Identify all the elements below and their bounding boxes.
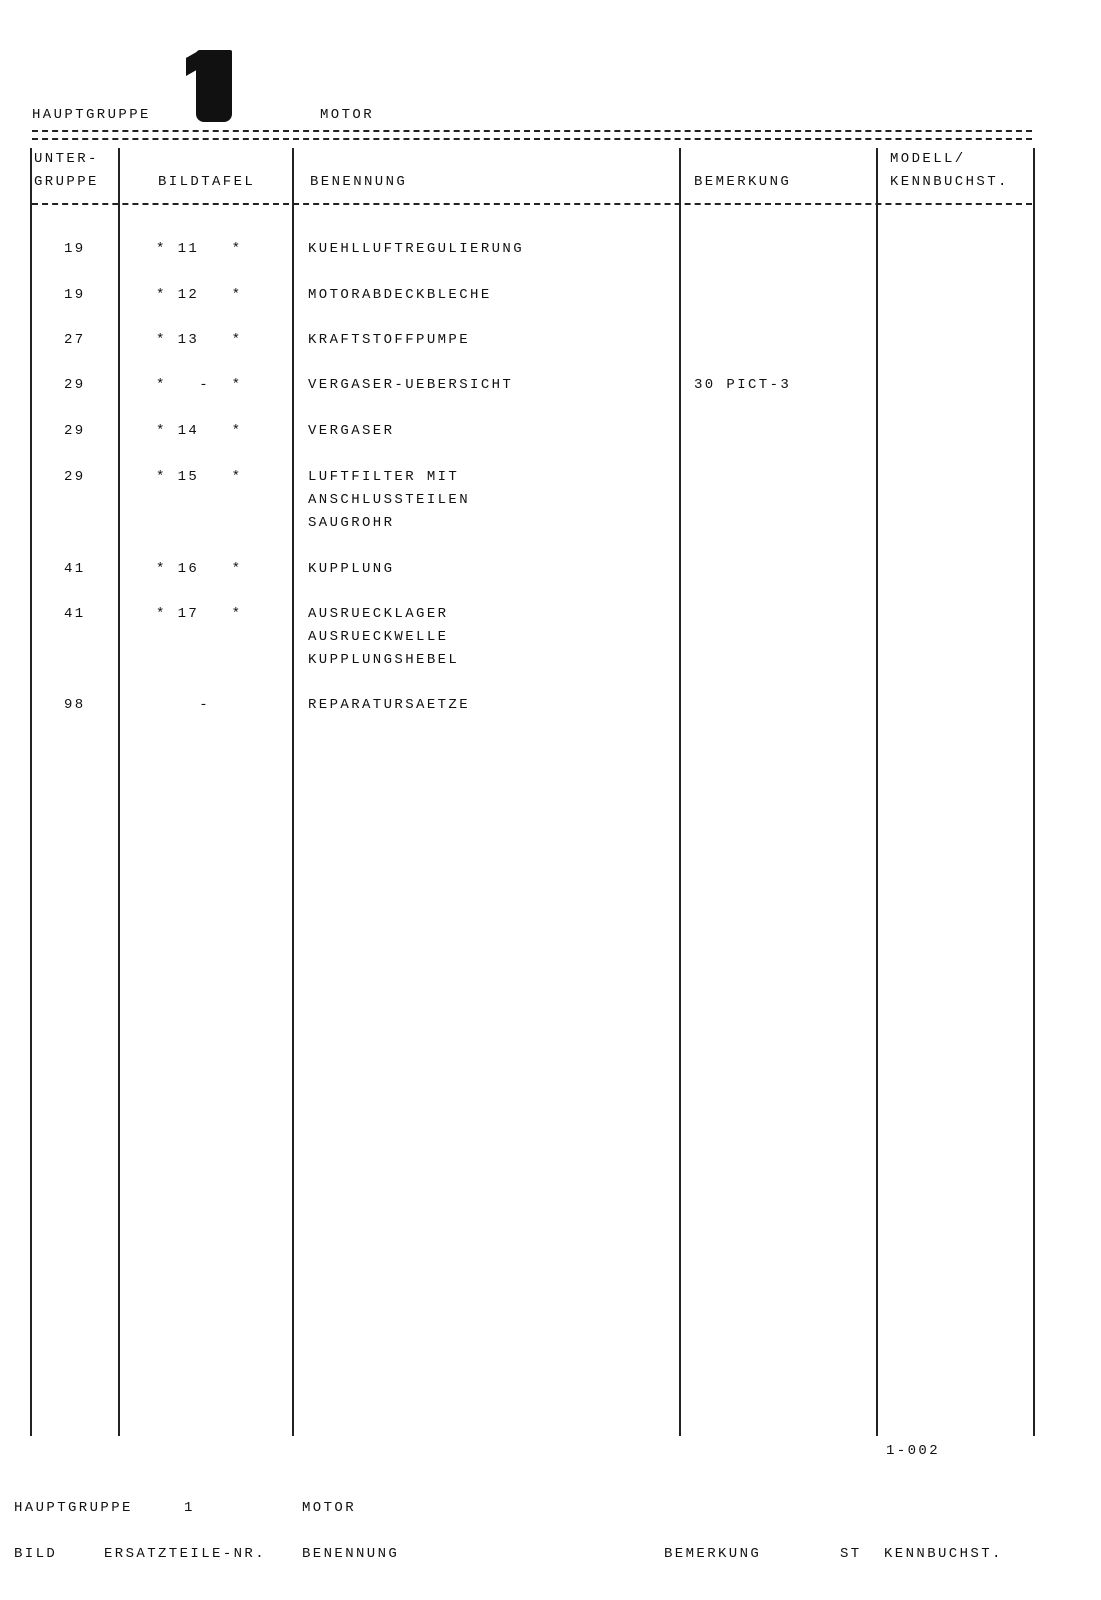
row-benennung: LUFTFILTER MIT	[308, 469, 460, 485]
row-untergruppe: 41	[64, 561, 86, 577]
col-untergruppe-2: GRUPPE	[34, 174, 99, 190]
row-untergruppe: 29	[64, 423, 86, 439]
header-label: HAUPTGRUPPE	[32, 107, 151, 123]
row-untergruppe: 29	[64, 469, 86, 485]
footer-title: MOTOR	[302, 1500, 357, 1516]
row-benennung: KUEHLLUFTREGULIERUNG	[308, 241, 525, 257]
row-bildtafel: * 16 *	[156, 561, 243, 577]
col-modell-1: MODELL/	[890, 151, 966, 167]
double-rule	[32, 130, 1032, 140]
column-divider	[30, 148, 32, 1436]
column-divider	[292, 148, 294, 1436]
row-benennung: REPARATURSAETZE	[308, 697, 471, 713]
row-untergruppe: 19	[64, 241, 86, 257]
footer-col-bemerkung: BEMERKUNG	[664, 1546, 762, 1562]
header-rule	[32, 203, 1032, 205]
footer-col-st: ST	[840, 1546, 862, 1562]
row-benennung: KUPPLUNGSHEBEL	[308, 652, 460, 668]
header-title: MOTOR	[320, 107, 375, 123]
row-untergruppe: 29	[64, 377, 86, 393]
group-number-large	[196, 50, 232, 122]
row-bildtafel: * 15 *	[156, 469, 243, 485]
column-divider	[679, 148, 681, 1436]
row-bildtafel: * 11 *	[156, 241, 243, 257]
column-divider	[1033, 148, 1035, 1436]
row-bildtafel: * 12 *	[156, 287, 243, 303]
footer-label: HAUPTGRUPPE	[14, 1500, 133, 1516]
col-bemerkung: BEMERKUNG	[694, 174, 792, 190]
footer-col-kennbuchst: KENNBUCHST.	[884, 1546, 1003, 1562]
row-benennung: KUPPLUNG	[308, 561, 395, 577]
row-benennung: VERGASER-UEBERSICHT	[308, 377, 514, 393]
footer-col-ersatzteil: ERSATZTEILE-NR.	[104, 1546, 267, 1562]
col-modell-2: KENNBUCHST.	[890, 174, 1009, 190]
row-untergruppe: 41	[64, 606, 86, 622]
row-bildtafel: * - *	[156, 377, 243, 393]
row-bildtafel: * 13 *	[156, 332, 243, 348]
col-bildtafel: BILDTAFEL	[158, 174, 256, 190]
row-bemerkung: 30 PICT-3	[694, 377, 792, 393]
row-bildtafel: * 17 *	[156, 606, 243, 622]
col-untergruppe-1: UNTER-	[34, 151, 99, 167]
row-untergruppe: 19	[64, 287, 86, 303]
col-benennung: BENENNUNG	[310, 174, 408, 190]
row-benennung: MOTORABDECKBLECHE	[308, 287, 492, 303]
column-divider	[876, 148, 878, 1436]
row-untergruppe: 27	[64, 332, 86, 348]
page-number: 1-002	[886, 1443, 941, 1459]
row-benennung: SAUGROHR	[308, 515, 395, 531]
footer-number: 1	[184, 1500, 195, 1516]
row-untergruppe: 98	[64, 697, 86, 713]
footer-col-benennung: BENENNUNG	[302, 1546, 400, 1562]
row-benennung: ANSCHLUSSTEILEN	[308, 492, 471, 508]
row-benennung: AUSRUECKWELLE	[308, 629, 449, 645]
row-bildtafel: -	[156, 697, 243, 713]
column-divider	[118, 148, 120, 1436]
row-bildtafel: * 14 *	[156, 423, 243, 439]
footer-col-bild: BILD	[14, 1546, 58, 1562]
row-benennung: VERGASER	[308, 423, 395, 439]
row-benennung: AUSRUECKLAGER	[308, 606, 449, 622]
row-benennung: KRAFTSTOFFPUMPE	[308, 332, 471, 348]
